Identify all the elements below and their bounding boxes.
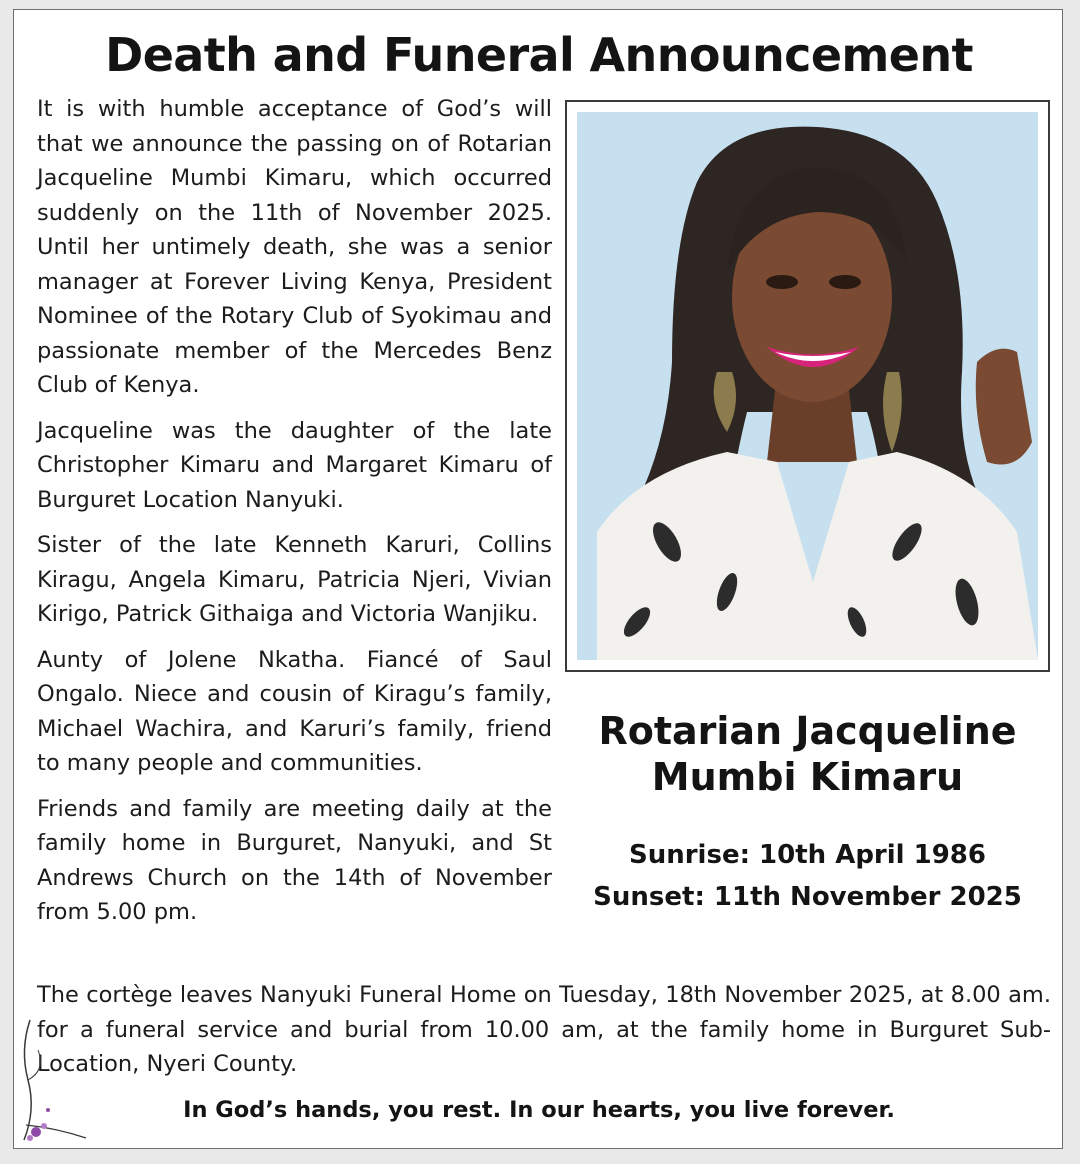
portrait-illustration (577, 112, 1038, 660)
paragraph-meetings: Friends and family are meeting daily at the family home in Burguret, Nanyuki, and St Andrews Church on the 14th of November from 5.00 pm. (37, 795, 552, 925)
announcement-body (37, 92, 552, 941)
portrait-photo (577, 112, 1038, 660)
floral-flourish-icon (16, 1010, 96, 1150)
paragraph-relatives: Aunty of Jolene Nkatha. Fiancé of Saul Ongalo. Niece and cousin of Kiragu’s family, Michael Wachira, and Karuri’s family, friend to many people and communities. (37, 646, 552, 776)
paragraph-passing: It is with humble acceptance of God’s will that we announce the passing on of Rotarian Jacqueline Mumbi Kimaru, which occurred suddenly on the 11th of November 2025. Until her untimely death, she was a senior manager at Forever Living Kenya, President Nominee of the Rotary Club of Syokimau and passionate member of the Mercedes Benz Club of Kenya. (37, 96, 552, 398)
sunrise-date: Sunrise: 10th April 1986 (628, 840, 986, 870)
name-line-2: Mumbi Kimaru (651, 755, 964, 799)
sunset-date: Sunset: 11th November 2025 (593, 882, 1022, 912)
deceased-name (565, 708, 1050, 800)
announcement-page (13, 9, 1063, 1149)
closing-line: In God’s hands, you rest. In our hearts, you live forever. (183, 1097, 895, 1123)
page-title: Death and Funeral Announcement (105, 28, 973, 82)
cortege-paragraph: The cortège leaves Nanyuki Funeral Home on Tuesday, 18th November 2025, at 8.00 am. for a funeral service and burial from 10.00 am, at the family home in Burguret Sub-Location, Nyeri County. (37, 982, 1051, 1077)
name-line-1: Rotarian Jacqueline (598, 709, 1017, 753)
paragraph-parents: Jacqueline was the daughter of the late Christopher Kimaru and Margaret Kimaru of Burguret Location Nanyuki. (37, 417, 552, 513)
life-dates (565, 834, 1050, 918)
portrait-frame (565, 100, 1050, 672)
paragraph-siblings: Sister of the late Kenneth Karuri, Collins Kiragu, Angela Kimaru, Patricia Njeri, Vivian Kirigo, Patrick Githaiga and Victoria Wanjiku. (37, 532, 552, 627)
